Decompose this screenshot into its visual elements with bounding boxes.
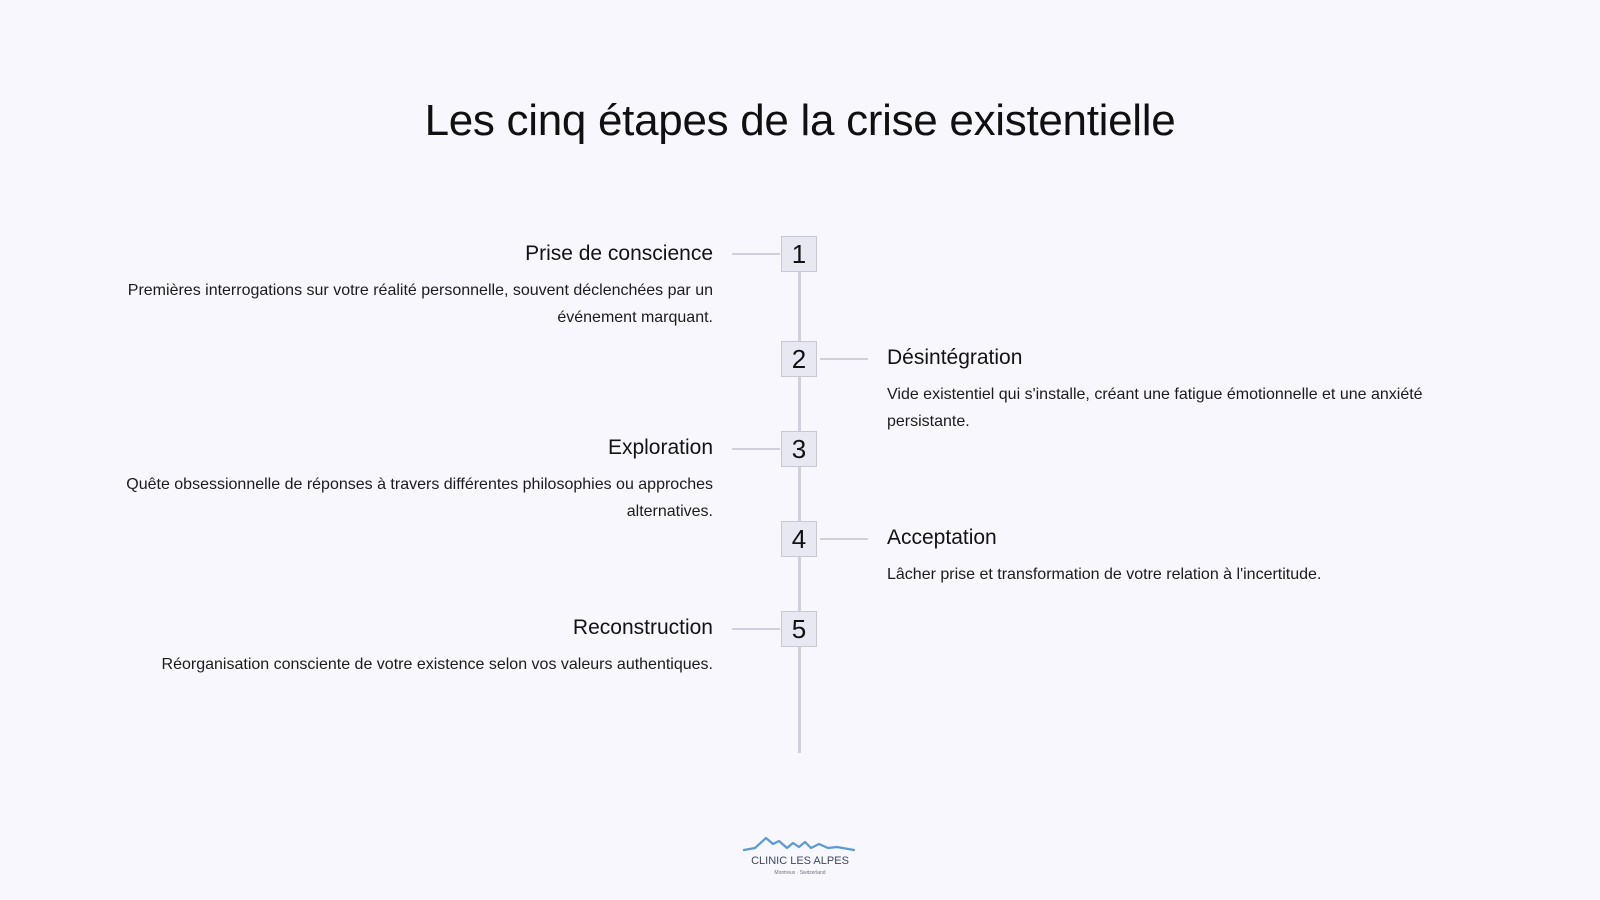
step-description-3: Quête obsessionnelle de réponses à travers différentes philosophies ou approches alternatives.: [126, 476, 713, 520]
connector-5: [732, 628, 780, 630]
step-description-4: Lâcher prise et transformation de votre relation à l'incertitude.: [887, 566, 1322, 583]
step-number-badge-1: 1: [781, 236, 817, 272]
step-number-badge-2: 2: [781, 341, 817, 377]
step-title-3: Exploration: [607, 436, 713, 459]
step-title-5: Reconstruction: [572, 616, 713, 639]
step-4: [887, 525, 1477, 588]
step-5: [100, 615, 713, 678]
step-number-badge-3: 3: [781, 431, 817, 467]
connector-4: [820, 538, 868, 540]
mountain-icon: [744, 838, 854, 850]
logo-tagline-text: Montreux · Switzerland: [774, 870, 826, 876]
step-number-badge-4: 4: [781, 521, 817, 557]
timeline-line: [798, 237, 801, 753]
clinic-les-alpes-logo: [741, 834, 859, 880]
logo-brand-text: CLINIC LES ALPES: [751, 855, 849, 867]
step-1: [100, 241, 713, 331]
page-title: Les cinq étapes de la crise existentielle: [424, 96, 1176, 145]
step-2: [887, 345, 1477, 435]
step-description-1: Premières interrogations sur votre réalité personnelle, souvent déclenchées par un événement marquant.: [127, 282, 713, 326]
step-number-badge-5: 5: [781, 611, 817, 647]
step-title-4: Acceptation: [887, 526, 997, 549]
step-title-1: Prise de conscience: [525, 242, 713, 265]
step-description-5: Réorganisation consciente de votre existence selon vos valeurs authentiques.: [161, 656, 713, 673]
step-title-2: Désintégration: [887, 346, 1023, 369]
step-3: [100, 435, 713, 525]
connector-3: [732, 448, 780, 450]
step-description-2: Vide existentiel qui s'installe, créant une fatigue émotionnelle et une anxiété persistante.: [887, 386, 1423, 430]
connector-2: [820, 358, 868, 360]
connector-1: [732, 253, 780, 255]
